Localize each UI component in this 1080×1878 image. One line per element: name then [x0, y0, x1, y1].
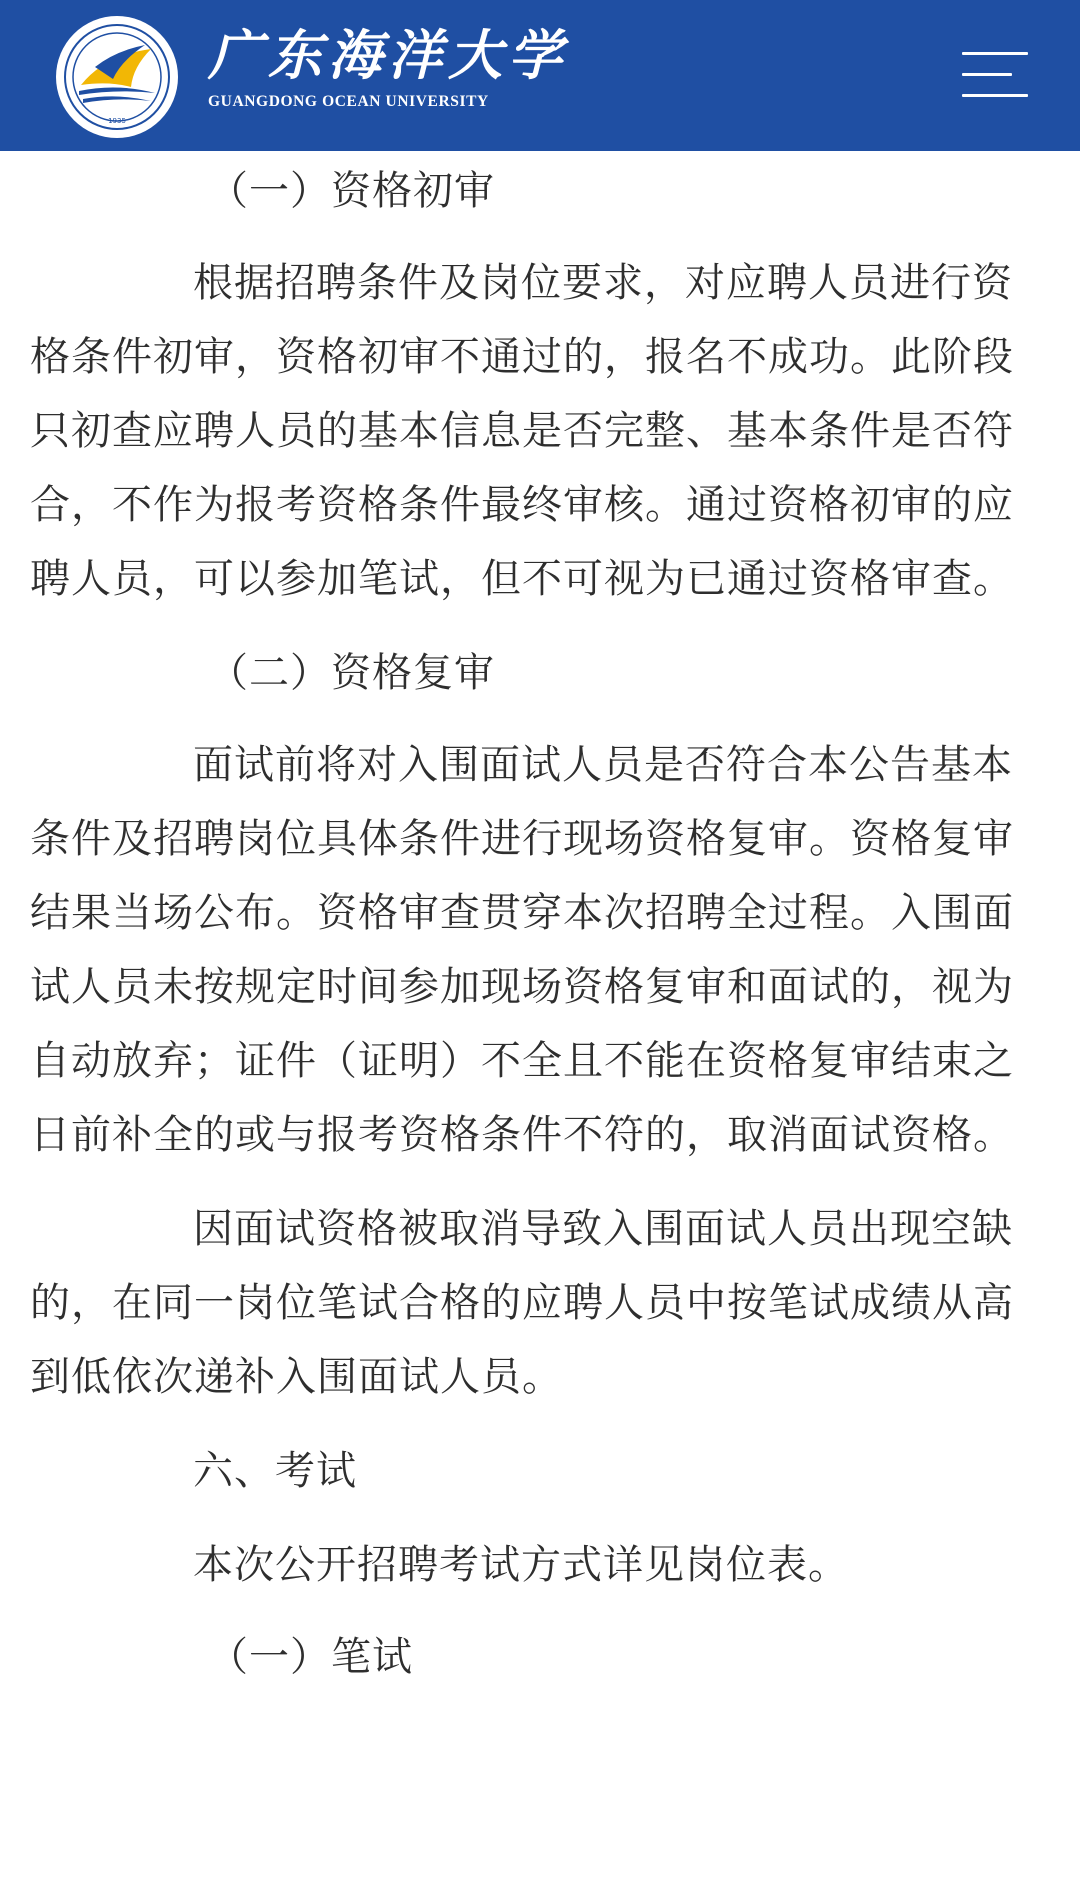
paragraph-initial-review: 根据招聘条件及岗位要求，对应聘人员进行资格条件初审，资格初审不通过的，报名不成功。此阶段只初查应聘人员的基本信息是否完整、基本条件是否符合，不作为报考资格条件最终审核。通过资格初审的应聘人员，可以参加笔试，但不可视为已通过资格审查。 [30, 260, 1014, 602]
svg-text:1935: 1935 [108, 117, 126, 125]
menu-line [962, 73, 1012, 76]
university-emblem-icon[interactable] [55, 15, 179, 139]
university-name-en: GUANGDONG OCEAN UNIVERSITY [208, 93, 489, 110]
hamburger-menu-icon[interactable] [962, 52, 1028, 98]
section-heading-written-test: （一）笔试 [208, 1634, 413, 1680]
paragraph-vacancy-filling: 因面试资格被取消导致入围面试人员出现空缺的，在同一岗位笔试合格的应聘人员中按笔试成绩从高到低依次递补入围面试人员。 [30, 1206, 1014, 1400]
paragraph-exam-method: 本次公开招聘考试方式详见岗位表。 [193, 1542, 849, 1588]
menu-line [962, 94, 1028, 97]
article-body [0, 151, 1080, 1694]
university-logo-text[interactable] [208, 23, 568, 110]
site-header [0, 0, 1080, 151]
section-heading-exam: 六、考试 [193, 1448, 357, 1494]
paragraph-re-review: 面试前将对入围面试人员是否符合本公告基本条件及招聘岗位具体条件进行现场资格复审。资格复审结果当场公布。资格审查贯穿本次招聘全过程。入围面试人员未按规定时间参加现场资格复审和面试的，视为自动放弃；证件（证明）不全且不能在资格复审结束之日前补全的或与报考资格条件不符的，取消面试资格。 [30, 742, 1014, 1158]
university-name-cn: 广东海洋大学 [208, 23, 568, 87]
menu-line [962, 52, 1028, 55]
section-heading-qualification-initial-review: （一）资格初审 [208, 168, 495, 214]
section-heading-qualification-re-review: （二）资格复审 [208, 650, 495, 696]
